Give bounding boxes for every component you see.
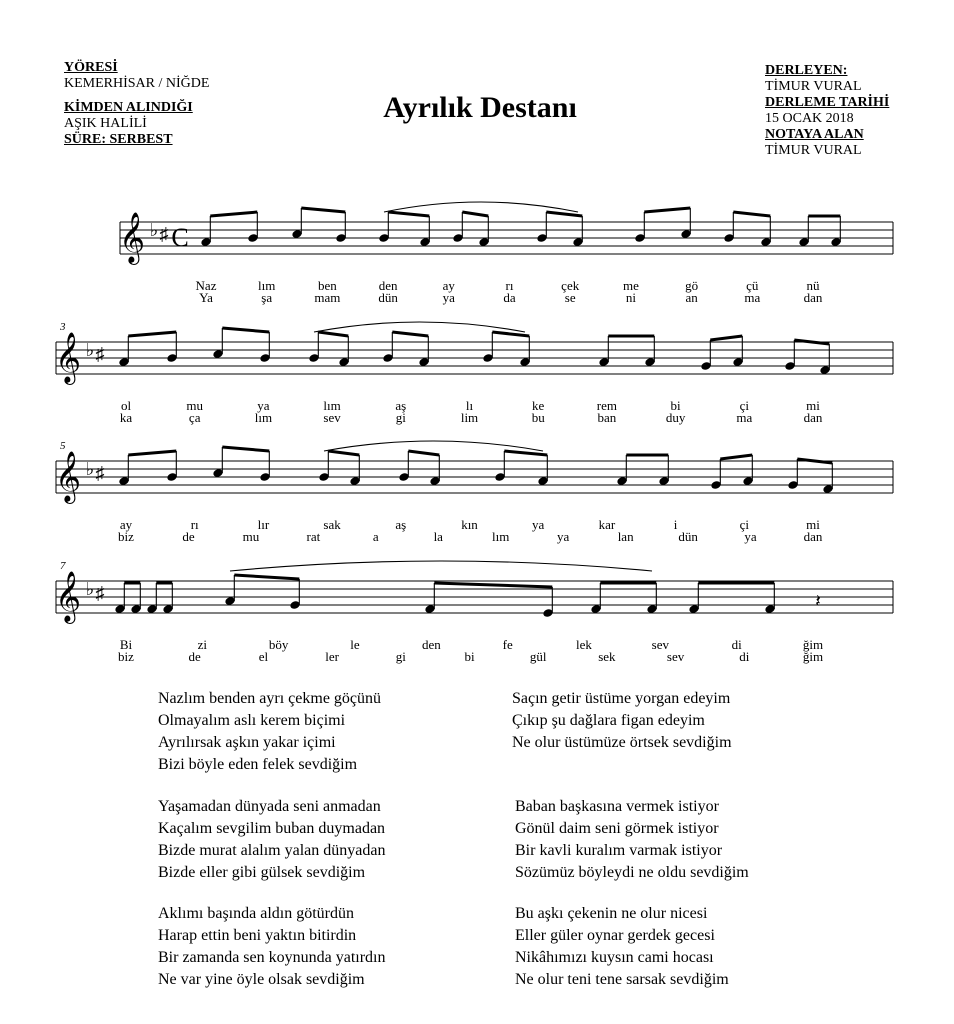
stanza-line: Olmayalım aslı kerem biçimi bbox=[158, 712, 346, 729]
lyric-syllable: gi bbox=[395, 649, 406, 664]
stanza-line: Yaşamadan dünyada seni anmadan bbox=[158, 798, 381, 815]
notation-label: NOTAYA ALAN bbox=[765, 127, 864, 142]
stanza-line: Bizde murat alalım yalan dünyadan bbox=[158, 842, 386, 859]
lyric-syllable: bi bbox=[464, 649, 475, 664]
lyric-syllable: lım bbox=[254, 410, 273, 425]
lyric-syllable: Bi bbox=[119, 637, 133, 652]
date-label: DERLEME TARİHİ bbox=[765, 95, 890, 110]
stanza-line: Baban başkasına vermek istiyor bbox=[515, 798, 719, 815]
stanza-line: Ne var yine öyle olsak sevdiğim bbox=[158, 971, 365, 988]
lyric-syllable: den bbox=[378, 278, 398, 293]
lyric-syllable: i bbox=[673, 517, 678, 532]
note-beam bbox=[797, 459, 832, 463]
note-beam bbox=[301, 208, 345, 212]
lyric-syllable: de bbox=[188, 649, 201, 664]
lyric-syllable: nü bbox=[806, 278, 820, 293]
lyric-syllable: bi bbox=[670, 398, 681, 413]
note-beam bbox=[222, 447, 269, 451]
sharp-icon: ♯ bbox=[95, 583, 105, 603]
lyric-syllable: lım bbox=[258, 278, 276, 293]
note-beam bbox=[462, 212, 488, 216]
source-label: KİMDEN ALINDIĞI bbox=[64, 100, 193, 115]
stanza-line: Nazlım benden ayrı çekme göçünü bbox=[158, 690, 382, 707]
duration-label: SÜRE: SERBEST bbox=[64, 132, 173, 147]
lyric-syllable: çü bbox=[746, 278, 759, 293]
measure-number: 5 bbox=[60, 440, 66, 452]
lyric-syllable: sev bbox=[666, 649, 685, 664]
lyric-syllable: gi bbox=[395, 410, 406, 425]
lyric-syllable: le bbox=[350, 637, 360, 652]
lyric-syllable: lim bbox=[460, 410, 479, 425]
lyric-syllable: şa bbox=[261, 290, 273, 305]
lyric-syllable: da bbox=[503, 290, 516, 305]
note-beam bbox=[234, 575, 299, 579]
lyric-syllable: Ya bbox=[199, 290, 213, 305]
lyric-syllable: ay bbox=[442, 278, 455, 293]
treble-clef-icon: 𝄞 bbox=[118, 213, 146, 262]
lyric-syllable: gö bbox=[685, 278, 699, 293]
stanza-line: Eller güler oynar gerdek gecesi bbox=[515, 927, 715, 944]
lyric-syllable: ya bbox=[557, 529, 570, 544]
measure-number: 7 bbox=[60, 560, 66, 572]
notation-value: TİMUR VURAL bbox=[765, 143, 862, 158]
date-value: 15 OCAK 2018 bbox=[765, 111, 854, 126]
sharp-icon: ♯ bbox=[95, 463, 105, 483]
lyric-syllable: kın bbox=[461, 517, 478, 532]
lyric-syllable: de bbox=[182, 529, 195, 544]
lyric-syllable: rat bbox=[306, 529, 321, 544]
lyric-syllable: çi bbox=[739, 517, 749, 532]
lyric-syllable: sak bbox=[323, 517, 341, 532]
stanza-line: Ayrılırsak aşkın yakar içimi bbox=[158, 734, 336, 751]
lyric-syllable: ğim bbox=[802, 637, 824, 652]
lyric-syllable: rı bbox=[505, 278, 514, 293]
note-beam bbox=[392, 332, 428, 336]
lyric-syllable: ya bbox=[744, 529, 757, 544]
note-beam bbox=[546, 212, 582, 216]
stanza-line: Bir kavli kuralım varmak istiyor bbox=[515, 842, 723, 859]
stanza-line: Kaçalım sevgilim buban duymadan bbox=[158, 820, 386, 837]
lyric-syllable: rem bbox=[596, 398, 618, 413]
lyric-syllable: aş bbox=[395, 517, 407, 532]
stanza-line: Nikâhımızı kuysın cami hocası bbox=[515, 949, 714, 966]
measure-number: 3 bbox=[60, 321, 66, 333]
lyric-syllable: lı bbox=[465, 398, 474, 413]
lyric-syllable: rı bbox=[190, 517, 199, 532]
region-label: YÖRESİ bbox=[64, 60, 118, 75]
region-value: KEMERHİSAR / NİĞDE bbox=[64, 76, 210, 91]
stanza-line: Ne olur teni tene sarsak sevdiğim bbox=[515, 971, 729, 988]
stanza-1 bbox=[158, 688, 381, 776]
lyric-syllable: ka bbox=[119, 410, 133, 425]
lyric-syllable: Naz bbox=[195, 278, 217, 293]
stanza-4 bbox=[515, 796, 749, 884]
lyric-syllable: lan bbox=[617, 529, 634, 544]
lyric-syllable: lek bbox=[576, 637, 592, 652]
lyric-syllable: ma bbox=[744, 290, 761, 305]
lyric-syllable: ol bbox=[120, 398, 132, 413]
stanza-line: Ne olur üstümüze örtsek sevdiğim bbox=[512, 734, 732, 751]
lyric-syllable: sev bbox=[323, 410, 341, 425]
lyric-syllable: lım bbox=[492, 529, 510, 544]
stanza-line: Saçın getir üstüme yorgan edeyim bbox=[512, 690, 731, 707]
lyric-syllable: dün bbox=[378, 290, 398, 305]
lyric-syllable: mam bbox=[314, 290, 341, 305]
note-beam bbox=[388, 212, 429, 216]
compiler-value: TİMUR VURAL bbox=[765, 79, 862, 94]
lyric-syllable: ler bbox=[325, 649, 339, 664]
sharp-icon: ♯ bbox=[159, 224, 169, 244]
lyric-syllable: dan bbox=[803, 410, 823, 425]
stanza-line: Bir zamanda sen koynunda yatırdın bbox=[158, 949, 386, 966]
slur bbox=[384, 202, 578, 212]
lyric-syllable: a bbox=[372, 529, 379, 544]
slur bbox=[324, 441, 543, 451]
lyric-syllable: böy bbox=[268, 637, 289, 652]
stanza-line: Sözümüz böyleydi ne oldu sevdiğim bbox=[515, 864, 749, 881]
note-beam bbox=[794, 340, 829, 344]
lyric-syllable: di bbox=[731, 637, 742, 652]
lyric-syllable: aş bbox=[395, 398, 407, 413]
flat-icon: ♭ bbox=[85, 579, 95, 599]
lyric-syllable: biz bbox=[118, 649, 134, 664]
lyric-syllable: lım bbox=[323, 398, 341, 413]
lyric-syllable: duy bbox=[665, 410, 686, 425]
note-beam bbox=[644, 208, 690, 212]
stanza-3 bbox=[158, 796, 385, 884]
note-beam bbox=[720, 455, 752, 459]
lyric-syllable: ben bbox=[318, 278, 337, 293]
lyric-syllable: lır bbox=[257, 517, 270, 532]
lyric-syllable: kar bbox=[598, 517, 616, 532]
lyric-syllable: ya bbox=[532, 517, 545, 532]
time-signature: C bbox=[171, 223, 189, 252]
treble-clef-icon: 𝄞 bbox=[54, 452, 82, 501]
treble-clef-icon: 𝄞 bbox=[54, 333, 82, 382]
note-beam bbox=[504, 451, 547, 455]
lyric-syllable: biz bbox=[118, 529, 134, 544]
lyric-syllable: an bbox=[685, 290, 698, 305]
lyric-syllable: den bbox=[421, 637, 441, 652]
lyric-syllable: ni bbox=[625, 290, 636, 305]
lyric-syllable: ay bbox=[119, 517, 133, 532]
lyric-syllable: me bbox=[622, 278, 639, 293]
note-beam bbox=[128, 332, 176, 336]
treble-clef-icon: 𝄞 bbox=[54, 572, 82, 621]
slur bbox=[230, 561, 652, 571]
lyric-syllable: el bbox=[258, 649, 269, 664]
lyric-syllable: mi bbox=[806, 398, 820, 413]
stanza-5 bbox=[158, 903, 386, 991]
lyric-syllable: ma bbox=[736, 410, 753, 425]
lyric-syllable: ya bbox=[442, 290, 455, 305]
stanza-line: Çıkıp şu dağlara figan edeyim bbox=[512, 712, 705, 729]
lyric-syllable: dan bbox=[803, 529, 823, 544]
stanza-line: Bizde eller gibi gülsek sevdiğim bbox=[158, 864, 366, 881]
note-beam bbox=[328, 451, 359, 455]
compiler-label: DERLEYEN: bbox=[765, 63, 848, 78]
stanza-line: Harap ettin beni yaktın bitirdin bbox=[158, 927, 357, 944]
lyric-syllable: zi bbox=[197, 637, 208, 652]
lyric-syllable: ça bbox=[188, 410, 201, 425]
lyric-syllable: mu bbox=[186, 398, 204, 413]
lyric-syllable: fe bbox=[502, 637, 513, 652]
lyric-syllable: ğim bbox=[802, 649, 824, 664]
lyric-syllable: ke bbox=[532, 398, 545, 413]
lyric-syllable: mu bbox=[242, 529, 260, 544]
lyric-syllable: se bbox=[564, 290, 576, 305]
flat-icon: ♭ bbox=[85, 340, 95, 360]
lyric-syllable: dan bbox=[803, 290, 823, 305]
note-beam bbox=[710, 336, 742, 340]
lyric-syllable: sev bbox=[651, 637, 670, 652]
note-beam bbox=[222, 328, 269, 332]
lyric-syllable: sek bbox=[598, 649, 616, 664]
lyric-syllable: bu bbox=[531, 410, 545, 425]
source-value: AŞIK HALİLİ bbox=[64, 116, 147, 131]
lyric-syllable: çi bbox=[739, 398, 749, 413]
note-beam bbox=[408, 451, 439, 455]
stanza-line: Bu aşkı çekenin ne olur nicesi bbox=[515, 905, 708, 922]
stanza-line: Bizi böyle eden felek sevdiğim bbox=[158, 756, 358, 773]
lyric-syllable: ya bbox=[257, 398, 270, 413]
lyric-syllable: mi bbox=[806, 517, 820, 532]
flat-icon: ♭ bbox=[149, 220, 159, 240]
lyric-syllable: ban bbox=[597, 410, 617, 425]
lyric-syllable: di bbox=[739, 649, 750, 664]
note-beam bbox=[210, 212, 257, 216]
note-beam bbox=[733, 212, 770, 216]
rest-icon: 𝄽 bbox=[815, 591, 821, 611]
note-beam bbox=[318, 332, 348, 336]
lyric-syllable: gül bbox=[529, 649, 547, 664]
slur bbox=[314, 322, 525, 332]
note-beam bbox=[492, 332, 529, 336]
lyric-syllable: la bbox=[433, 529, 443, 544]
page-title: Ayrılık Destanı bbox=[383, 91, 577, 124]
note-beam bbox=[434, 583, 552, 587]
stanza-6 bbox=[515, 903, 729, 991]
sharp-icon: ♯ bbox=[95, 344, 105, 364]
flat-icon: ♭ bbox=[85, 459, 95, 479]
stanza-line: Aklımı başında aldın götürdün bbox=[158, 905, 354, 922]
stanza-line: Gönül daim seni görmek istiyor bbox=[515, 820, 719, 837]
lyric-syllable: dün bbox=[678, 529, 698, 544]
stanza-2 bbox=[512, 688, 732, 754]
lyric-syllable: çek bbox=[561, 278, 580, 293]
note-beam bbox=[128, 451, 176, 455]
